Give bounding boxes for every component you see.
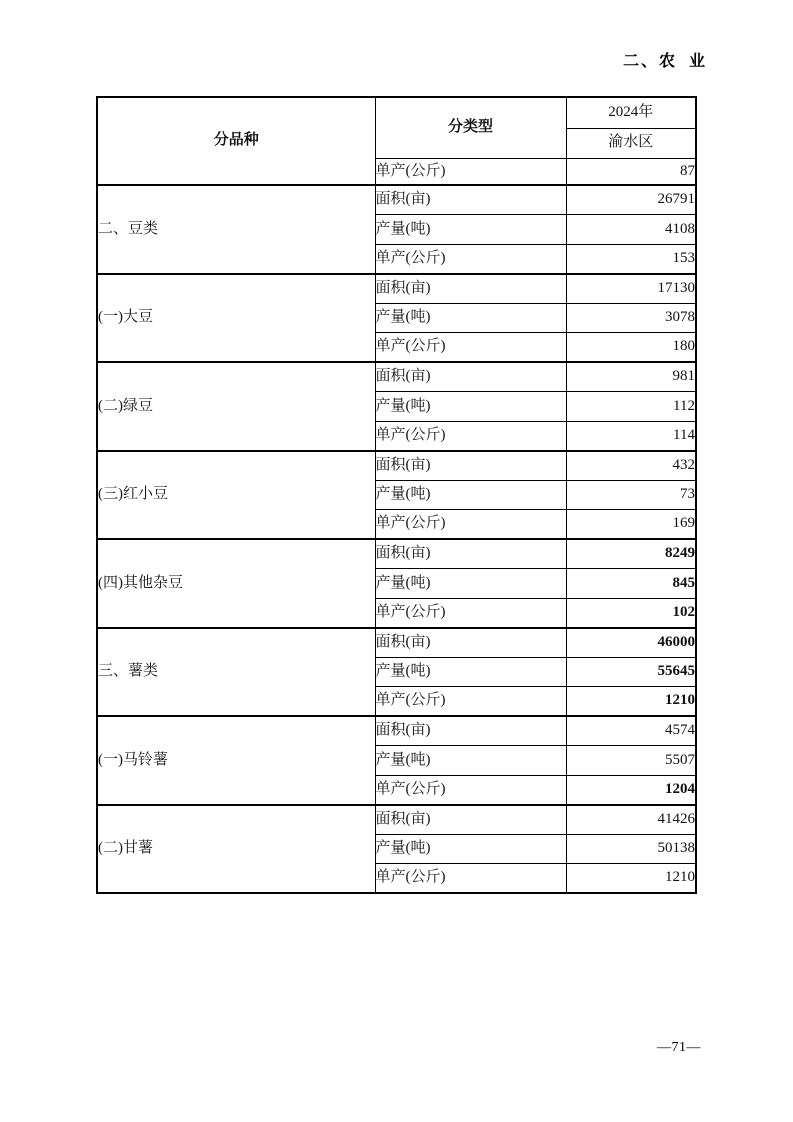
metric-label: 单产(公斤) [375,598,566,628]
metric-label: 单产(公斤) [375,158,566,185]
metric-value: 50138 [566,834,696,864]
metric-value: 46000 [566,628,696,658]
metric-value: 55645 [566,657,696,687]
header-variety-label: 分品种 [213,132,259,149]
header-cell-variety [97,97,375,185]
metric-value: 4574 [566,716,696,746]
metric-value: 41426 [566,805,696,835]
stats-table [96,96,697,894]
table-row [97,185,696,215]
header-cell-region: 渝水区 [566,128,696,158]
table-row [97,805,696,835]
table-header-row-1 [97,97,696,128]
group-label: (一)马铃薯 [97,716,375,805]
metric-value: 1210 [566,864,696,894]
metric-value: 845 [566,569,696,599]
table-row [97,716,696,746]
metric-value: 3078 [566,303,696,333]
group-label: (一)大豆 [97,274,375,363]
metric-value: 432 [566,451,696,481]
group-label: (三)红小豆 [97,451,375,540]
page-number: —71— [657,1040,701,1055]
table-row [97,451,696,481]
metric-label: 单产(公斤) [375,244,566,274]
table-row [97,274,696,304]
group-label: 二、豆类 [97,185,375,274]
metric-value: 17130 [566,274,696,304]
table-row [97,628,696,658]
group-label: (四)其他杂豆 [97,539,375,628]
metric-label: 产量(吨) [375,215,566,245]
metric-label: 面积(亩) [375,274,566,304]
metric-value: 180 [566,333,696,363]
metric-value: 102 [566,598,696,628]
metric-label: 面积(亩) [375,362,566,392]
metric-value: 4108 [566,215,696,245]
group-label: 三、薯类 [97,628,375,717]
metric-label: 单产(公斤) [375,421,566,451]
metric-value: 114 [566,421,696,451]
metric-value: 1204 [566,775,696,805]
metric-value: 1210 [566,687,696,717]
metric-label: 产量(吨) [375,834,566,864]
group-label: (二)绿豆 [97,362,375,451]
table-row [97,362,696,392]
metric-label: 面积(亩) [375,805,566,835]
metric-label: 产量(吨) [375,746,566,776]
metric-label: 面积(亩) [375,185,566,215]
metric-label: 单产(公斤) [375,687,566,717]
metric-value: 153 [566,244,696,274]
metric-value: 87 [566,158,696,185]
metric-label: 单产(公斤) [375,333,566,363]
metric-label: 面积(亩) [375,539,566,569]
metric-label: 单产(公斤) [375,510,566,540]
metric-value: 73 [566,480,696,510]
metric-value: 112 [566,392,696,422]
metric-value: 8249 [566,539,696,569]
metric-label: 产量(吨) [375,392,566,422]
metric-value: 169 [566,510,696,540]
metric-value: 5507 [566,746,696,776]
metric-label: 产量(吨) [375,657,566,687]
section-header: 二、农 业 [622,53,707,70]
metric-label: 面积(亩) [375,716,566,746]
header-cell-type: 分类型 [375,97,566,158]
metric-value: 26791 [566,185,696,215]
metric-label: 面积(亩) [375,451,566,481]
header-cell-year: 2024年 [566,97,696,128]
table-row [97,539,696,569]
metric-label: 产量(吨) [375,480,566,510]
metric-label: 面积(亩) [375,628,566,658]
metric-value: 981 [566,362,696,392]
metric-label: 单产(公斤) [375,775,566,805]
group-label: (二)甘薯 [97,805,375,894]
metric-label: 单产(公斤) [375,864,566,894]
metric-label: 产量(吨) [375,569,566,599]
metric-label: 产量(吨) [375,303,566,333]
